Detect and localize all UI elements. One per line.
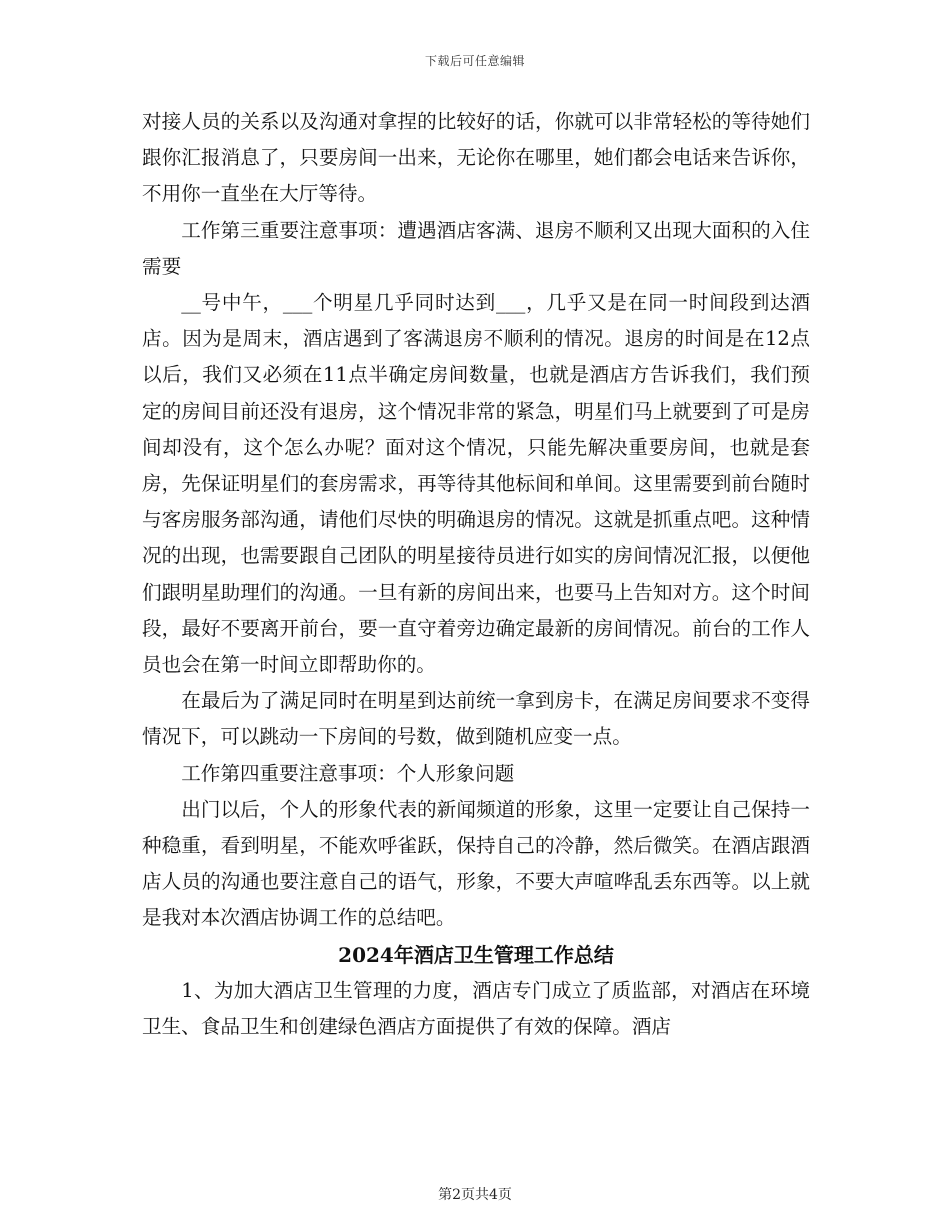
paragraph-personal-image: 出门以后，个人的形象代表的新闻频道的形象，这里一定要让自己保持一种稳重，看到明星，不能欢呼雀跃，保持自己的冷静，然后微笑。在酒店跟酒店人员的沟通也要注意自己的语气，形象，不要大声喧哗乱丢东西等。以上就是我对本次酒店协调工作的总结吧。 xyxy=(142,797,810,930)
paragraph-item-four-heading: 工作第四重要注意事项：个人形象问题 xyxy=(181,761,515,785)
paragraph-hygiene-intro: 1、为加大酒店卫生管理的力度，酒店专门成立了质监部，对酒店在环境卫生、食品卫生和创建绿色酒店方面提供了有效的保障。酒店 xyxy=(142,978,810,1039)
page-header: 下载后可任意编辑 xyxy=(424,54,525,68)
document-body xyxy=(142,104,810,1045)
paragraph-full-house-case: __号中午，___个明星几乎同时达到___，几乎又是在同一时间段到达酒店。因为是周末，酒店遇到了客满退房不顺利的情况。退房的时间是在12点以后，我们又必须在11点半确定房间数量，也就是酒店方告诉我们，我们预定的房间目前还没有退房，这个情况非常的紧急，明星们马上就要到了可是房间却没有，这个怎么办呢？面对这个情况，只能先解决重要房间，也就是套房，先保证明星们的套房需求，再等待其他标间和单间。这里需要到前台随时与客房服务部沟通，请他们尽快的明确退房的情况。这就是抓重点吧。这种情况的出现，也需要跟自己团队的明星接待员进行如实的房间情况汇报，以便他们跟明星助理们的沟通。一旦有新的房间出来，也要马上告知对方。这个时间段，最好不要离开前台，要一直守着旁边确定最新的房间情况。前台的工作人员也会在第一时间立即帮助你的。 xyxy=(142,291,810,677)
section-title: 2024年酒店卫生管理工作总结 xyxy=(338,942,614,967)
paragraph-item-three-heading: 工作第三重要注意事项：遭遇酒店客满、退房不顺利又出现大面积的入住需要 xyxy=(142,218,810,278)
paragraph-hotel-contact: 对接人员的关系以及沟通对拿捏的比较好的话，你就可以非常轻松的等待她们跟你汇报消息了，只要房间一出来，无论你在哪里，她们都会电话来告诉你，不用你一直坐在大厅等待。 xyxy=(142,110,810,206)
paragraph-room-card: 在最后为了满足同时在明星到达前统一拿到房卡，在满足房间要求不变得情况下，可以跳动一下房间的号数，做到随机应变一点。 xyxy=(142,689,810,749)
page-footer: 第2页共4页 xyxy=(438,1187,512,1203)
